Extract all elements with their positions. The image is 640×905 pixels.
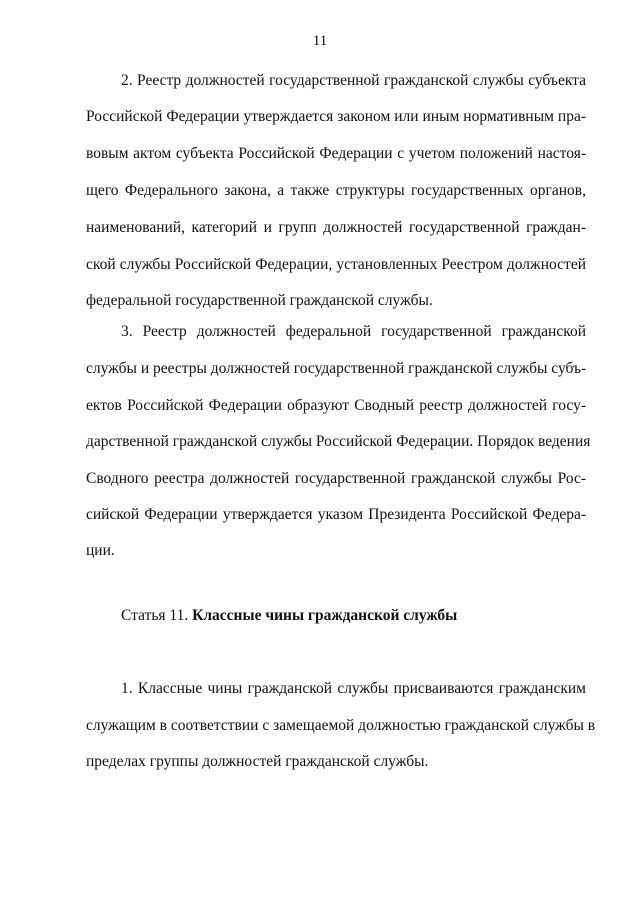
article-number: Статья 11. <box>121 607 189 624</box>
text-line: ектов Российской Федерации образуют Сводный реестр должностей госу- <box>86 397 586 414</box>
text-line: Российской Федерации утверждается законом или иным нормативным пра- <box>86 108 586 125</box>
text-line: ской службы Российской Федерации, установленных Реестром должностей <box>86 256 586 273</box>
text-line: 3. Реестр должностей федеральной государственной гражданской <box>121 323 586 340</box>
text-line: Сводного реестра должностей государственной гражданской службы Рос- <box>86 470 586 487</box>
text-line: вовым актом субъекта Российской Федерации с учетом положений настоя- <box>86 145 586 162</box>
text-line: 2. Реестр должностей государственной гражданской службы субъекта <box>121 72 586 89</box>
text-line: дарственной гражданской службы Российской Федерации. Порядок ведения <box>86 433 591 450</box>
text-line: службы и реестры должностей государственной гражданской службы субъ- <box>86 360 587 377</box>
text-line: наименований, категорий и групп должностей государственной граждан- <box>86 219 586 236</box>
text-line: пределах группы должностей гражданской службы. <box>86 753 429 770</box>
text-line: 1. Классные чины гражданской службы присваиваются гражданским <box>121 680 586 697</box>
page-number: 11 <box>312 33 328 49</box>
text-line: щего Федерального закона, а также структуры государственных органов, <box>86 182 586 199</box>
text-line: служащим в соответствии с замещаемой должностью гражданской службы в <box>86 717 596 734</box>
text-line: ции. <box>86 542 115 559</box>
text-line: федеральной государственной гражданской службы. <box>86 292 433 309</box>
article-title: Классные чины гражданской службы <box>192 607 458 624</box>
article-heading <box>121 606 457 626</box>
text-line: сийской Федерации утверждается указом Президента Российской Федера- <box>86 506 586 523</box>
